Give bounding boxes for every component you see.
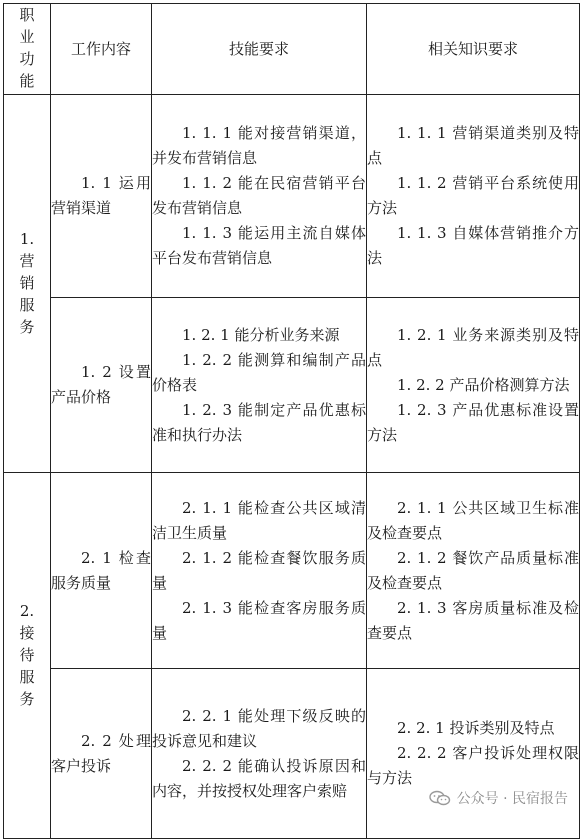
watermark-text: 公众号 · 民宿报告 <box>456 791 568 807</box>
table-row <box>4 95 580 298</box>
knowledge-cell: 1. 1. 1 营销渠道类别及特点 1. 1. 2 营销平台系统使用方法 1. 1. 3 自媒体营销推介方法 <box>367 95 580 298</box>
skills-cell: 1. 1. 1 能对接营销渠道，并发布营销信息 1. 1. 2 能在民宿营销平台发布营销信息 1. 1. 3 能运用主流自媒体平台发布营销信息 <box>152 95 367 298</box>
header-row <box>4 4 580 95</box>
content-cell: 1. 2 设置产品价格 <box>51 298 152 473</box>
job-requirements-table <box>3 3 580 839</box>
content-cell: 1. 1 运用营销渠道 <box>51 95 152 298</box>
wechat-icon <box>429 790 451 806</box>
table-row <box>4 669 580 839</box>
skills-cell: 1. 2. 1 能分析业务来源 1. 2. 2 能测算和编制产品价格表 1. 2. 3 能制定产品优惠标准和执行办法 <box>152 298 367 473</box>
content-cell: 2. 2 处理客户投诉 <box>51 669 152 839</box>
function-cell-marketing: 1. 营销服务 <box>4 95 51 473</box>
skills-cell: 2. 2. 1 能处理下级反映的投诉意见和建议 2. 2. 2 能确认投诉原因和内容，并按授权处理客户索赔 <box>152 669 367 839</box>
watermark <box>429 788 568 808</box>
function-cell-reception: 2. 接待服务 <box>4 473 51 839</box>
table-row <box>4 473 580 669</box>
header-skills: 技能要求 <box>152 4 367 95</box>
skills-cell: 2. 1. 1 能检查公共区域清洁卫生质量 2. 1. 2 能检查餐饮服务质量 2. 1. 3 能检查客房服务质量 <box>152 473 367 669</box>
header-knowledge: 相关知识要求 <box>367 4 580 95</box>
knowledge-cell: 2. 1. 1 公共区域卫生标准及检查要点 2. 1. 2 餐饮产品质量标准及检查要点 2. 1. 3 客房质量标准及检查要点 <box>367 473 580 669</box>
knowledge-cell: 1. 2. 1 业务来源类别及特点 1. 2. 2 产品价格测算方法 1. 2. 3 产品优惠标准设置方法 <box>367 298 580 473</box>
content-cell: 2. 1 检查服务质量 <box>51 473 152 669</box>
header-function: 职业功能 <box>4 4 51 95</box>
header-content: 工作内容 <box>51 4 152 95</box>
table-row <box>4 298 580 473</box>
knowledge-cell: 2. 2. 1 投诉类别及特点 2. 2. 2 客户投诉处理权限与方法 <box>367 669 580 839</box>
